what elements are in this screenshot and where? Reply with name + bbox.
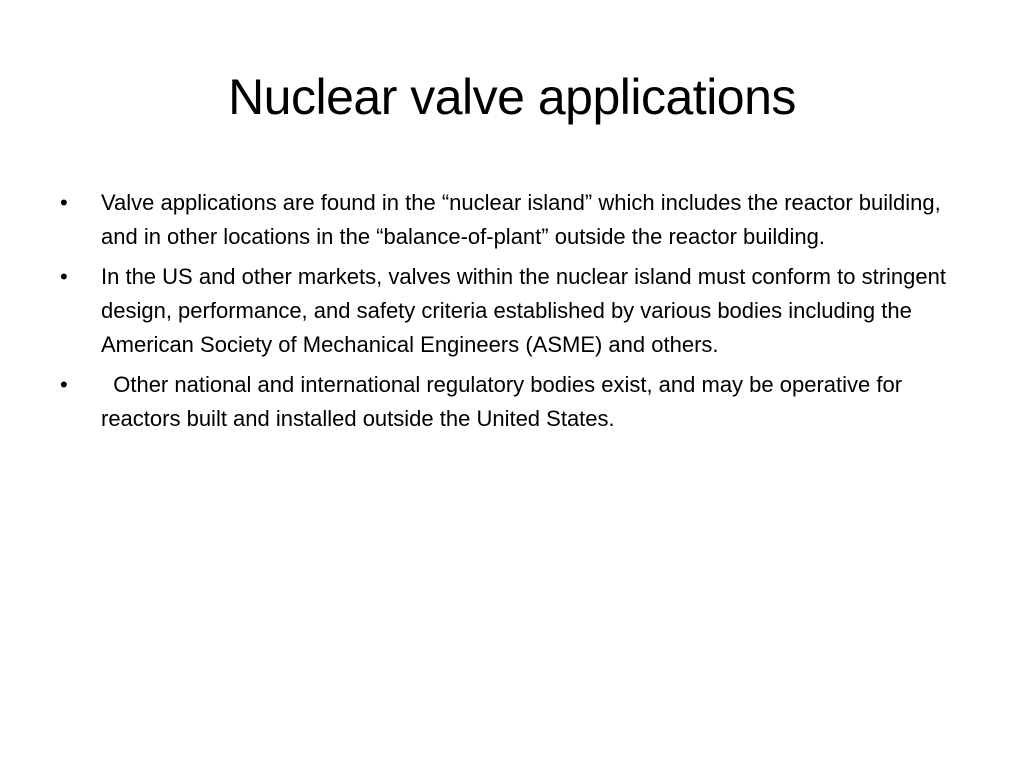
bullet-text: In the US and other markets, valves within the nuclear island must conform to stringent design, performance, and safety criteria established by various bodies including the American Society of Mechanical Engineers (ASME) and others. (101, 264, 953, 357)
bullet-dot-icon: • (60, 264, 68, 289)
bullet-item-other-regulatory-bodies (60, 368, 970, 436)
bullet-list (60, 186, 970, 442)
bullet-dot-icon: • (60, 372, 68, 397)
bullet-item-valve-applications (60, 186, 970, 254)
slide-title: Nuclear valve applications (228, 69, 796, 125)
bullet-item-us-markets (60, 260, 970, 362)
bullet-text: Valve applications are found in the “nuclear island” which includes the reactor building, and in other locations in the “balance-of-plant” outside the reactor building. (101, 190, 947, 249)
bullet-text: Other national and international regulatory bodies exist, and may be operative for reactors built and installed outside the United States. (101, 372, 909, 431)
bullet-dot-icon: • (60, 190, 68, 215)
